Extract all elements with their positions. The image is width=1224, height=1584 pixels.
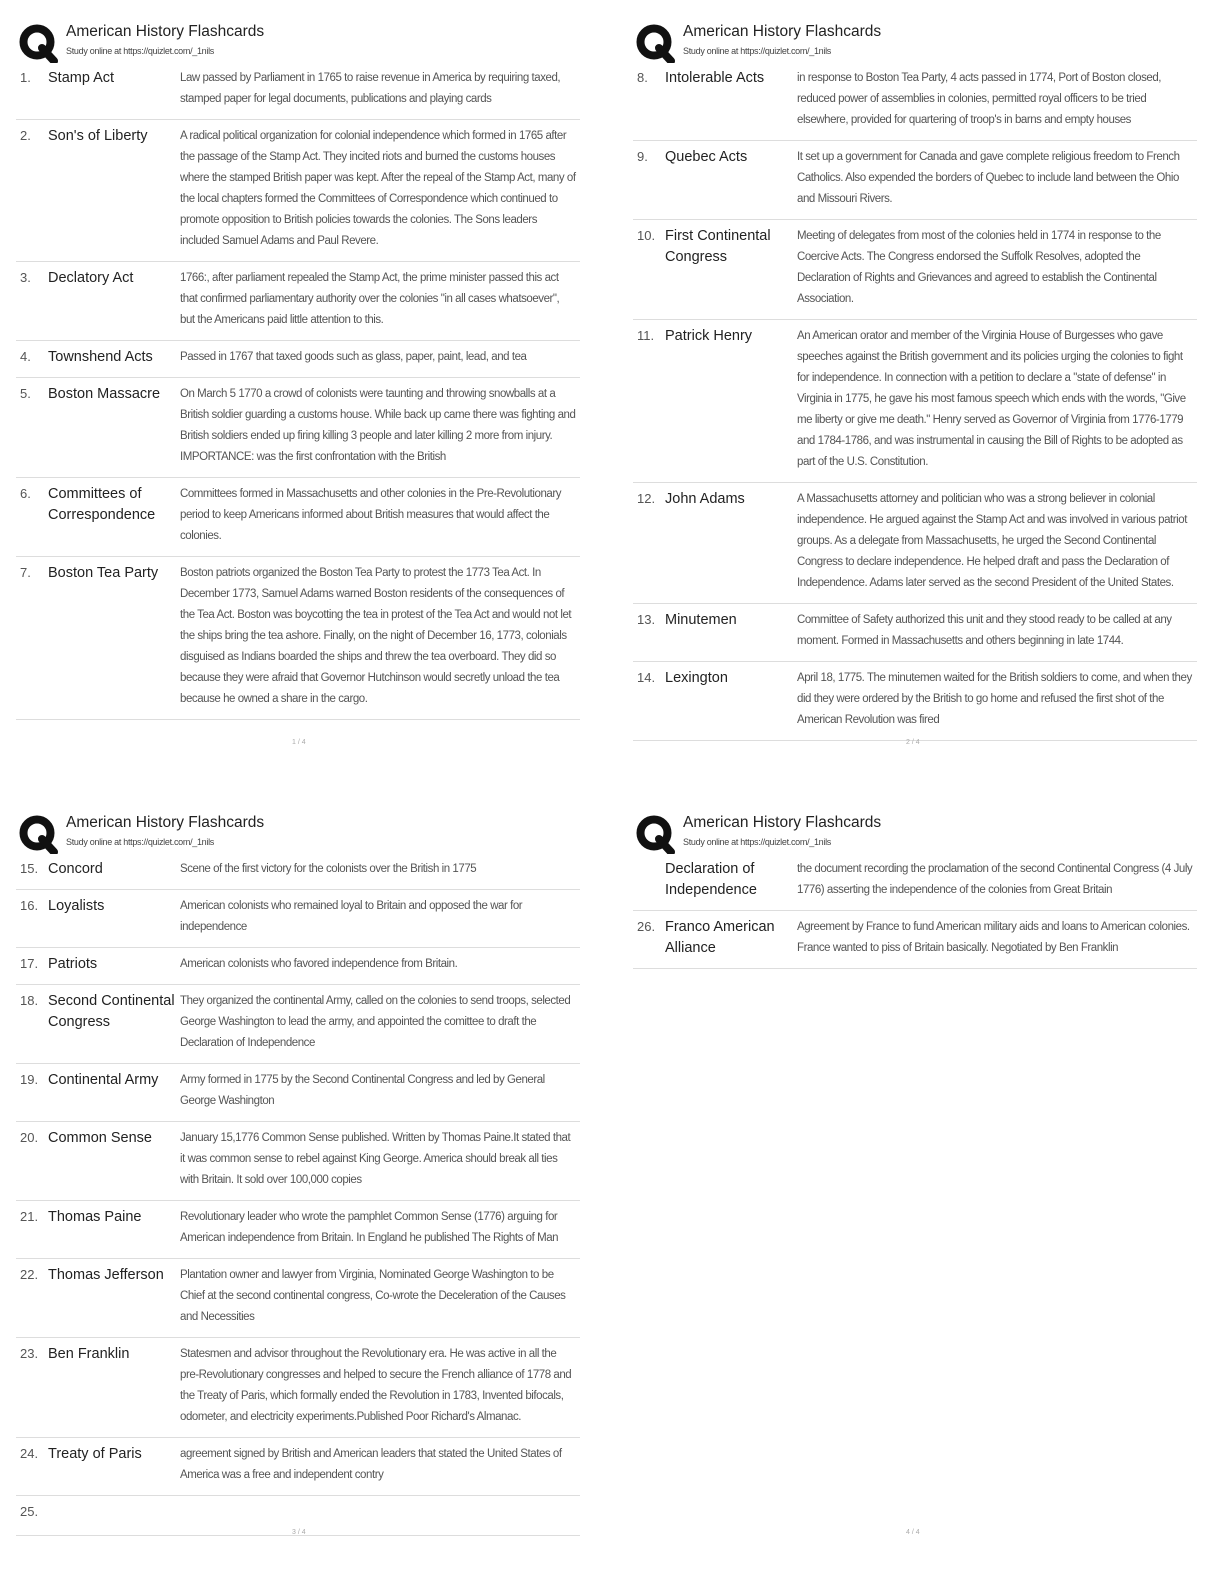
card-definition: On March 5 1770 a crowd of colonists were taunting and throwing snowballs at a British soldier guarding a customs house. While back up came there was fighting and British soldiers ended up firing killing 3 people and later killing 2 more from injury. IMPORTANCE: was the first confrontation with the British bbox=[180, 388, 576, 463]
card-term: Common Sense bbox=[48, 1130, 152, 1146]
study-online-link[interactable]: Study online at https://quizlet.com/_1nils bbox=[683, 837, 831, 847]
flashcard-page-3 bbox=[16, 811, 580, 1536]
card-term: Treaty of Paris bbox=[48, 1446, 142, 1462]
card-definition: Law passed by Parliament in 1765 to raise revenue in America by requiring taxed, stamped paper for legal documents, publications and playing cards bbox=[180, 72, 561, 105]
study-online-link[interactable]: Study online at https://quizlet.com/_1nils bbox=[66, 46, 214, 56]
card-term: Thomas Jefferson bbox=[48, 1267, 164, 1283]
card-number: 5. bbox=[20, 386, 31, 401]
flashcard-row bbox=[16, 1064, 580, 1122]
flashcard-row bbox=[16, 1201, 580, 1259]
card-number: 13. bbox=[637, 612, 656, 627]
card-definition: Boston patriots organized the Boston Tea Party to protest the 1773 Tea Act. In December 1773, Samuel Adams warned Boston residents of the consequences of the Tea Act. Boston was boycotting the tea in protest of the Tea Act and would not let the ships bring the tea ashore. Finally, on the night of December 16, 1773, colonials disguised as Indians boarded the ships and threw the tea overboard. They did so because they were afraid that Governor Hutchinson would secretly unload the tea because he owned a share in the cargo. bbox=[180, 567, 572, 705]
page-number: 1 / 4 bbox=[292, 739, 306, 746]
card-definition: Meeting of delegates from most of the colonies held in 1774 in response to the Coercive Acts. The Congress endorsed the Suffolk Resolves, adopted the Declaration of Rights and Grievances and agreed to establish the Continental Association. bbox=[797, 230, 1161, 305]
card-term: Patrick Henry bbox=[665, 328, 753, 344]
card-term: Townshend Acts bbox=[48, 349, 153, 365]
card-definition: Passed in 1767 that taxed goods such as glass, paper, paint, lead, and tea bbox=[180, 351, 527, 363]
flashcard-row bbox=[16, 985, 580, 1064]
card-number: 17. bbox=[20, 956, 39, 971]
page-title: American History Flashcards bbox=[66, 23, 265, 40]
card-number: 26. bbox=[637, 919, 656, 934]
flashcard-page-1 bbox=[16, 20, 580, 720]
flashcard-row bbox=[16, 1438, 580, 1496]
card-number: 24. bbox=[20, 1446, 39, 1461]
card-term: Boston Massacre bbox=[48, 386, 161, 402]
page-header bbox=[16, 20, 580, 62]
study-online-link[interactable]: Study online at https://quizlet.com/_1nils bbox=[683, 46, 831, 56]
card-number: 25. bbox=[20, 1504, 39, 1519]
card-number: 18. bbox=[20, 993, 39, 1008]
flashcard-row bbox=[633, 662, 1197, 741]
flashcard-row bbox=[633, 141, 1197, 220]
quizlet-logo-icon bbox=[635, 23, 675, 63]
card-number: 7. bbox=[20, 565, 31, 580]
flashcard-row bbox=[16, 1259, 580, 1338]
card-term: Loyalists bbox=[48, 898, 105, 914]
card-term: Quebec Acts bbox=[665, 149, 748, 165]
card-definition: in response to Boston Tea Party, 4 acts passed in 1774, Port of Boston closed, reduced power of assemblies in colonies, permitted royal officers to be tried elsewhere, provided for quartering of troop's in barns and empty houses bbox=[797, 72, 1162, 126]
flashcard-row bbox=[16, 948, 580, 985]
flashcard-row bbox=[16, 120, 580, 262]
card-definition: It set up a government for Canada and gave complete religious freedom to French Catholics. Also expended the borders of Quebec to include land between the Ohio and Missouri Rivers. bbox=[797, 151, 1180, 205]
card-term: Son's of Liberty bbox=[48, 128, 148, 144]
card-term: Intolerable Acts bbox=[665, 70, 765, 86]
card-definition: American colonists who favored independence from Britain. bbox=[180, 958, 458, 970]
card-term: Thomas Paine bbox=[48, 1209, 142, 1225]
page-header bbox=[16, 811, 580, 853]
card-number: 2. bbox=[20, 128, 31, 143]
card-definition: 1766:, after parliament repealed the Stamp Act, the prime minister passed this act that confirmed parliamentary authority over the colonies "in all cases whatsoever", but the Americans paid little attention to this. bbox=[180, 272, 560, 326]
page-number: 4 / 4 bbox=[906, 1529, 920, 1536]
card-number: 12. bbox=[637, 491, 656, 506]
quizlet-logo-icon bbox=[18, 814, 58, 854]
flashcard-row bbox=[633, 604, 1197, 662]
card-term: Ben Franklin bbox=[48, 1346, 130, 1362]
flashcard-row bbox=[633, 62, 1197, 141]
card-definition: Plantation owner and lawyer from Virginia, Nominated George Washington to be Chief at the second continental congress, Co-wrote the Deceleration of the Causes and Necessities bbox=[180, 1269, 566, 1323]
card-term bbox=[48, 1502, 180, 1526]
card-term: Second Continental Congress bbox=[48, 993, 175, 1030]
card-number bbox=[633, 859, 665, 901]
quizlet-logo-icon bbox=[18, 23, 58, 63]
flashcard-row bbox=[16, 1338, 580, 1438]
card-definition: A Massachusetts attorney and politician who was a strong believer in colonial independence. He argued against the Stamp Act and was involved in various patriot groups. As a delegate from Massachusetts, he urged the Second Continental Congress to declare independence. He helped draft and pass the Declaration of Independence. Adams later served as the second President of the United States. bbox=[797, 493, 1187, 589]
card-term: Minutemen bbox=[665, 612, 737, 628]
card-term: Franco American Alliance bbox=[665, 919, 775, 956]
card-term: First Continental Congress bbox=[665, 228, 771, 265]
card-definition: Statesmen and advisor throughout the Revolutionary era. He was active in all the pre-Revolutionary congresses and helped to secure the French alliance of 1778 and the Treaty of Paris, which formally ended the Revolution in 1783, Invented bifocals, odometer, and electricity experiments.Published Poor Richard's Almanac. bbox=[180, 1348, 572, 1423]
study-online-link[interactable]: Study online at https://quizlet.com/_1nils bbox=[66, 837, 214, 847]
card-number: 16. bbox=[20, 898, 39, 913]
page-title: American History Flashcards bbox=[683, 23, 882, 40]
page-number: 3 / 4 bbox=[292, 1529, 306, 1536]
card-definition: Scene of the first victory for the colonists over the British in 1775 bbox=[180, 863, 477, 875]
card-definition: Revolutionary leader who wrote the pamphlet Common Sense (1776) arguing for American independence from Britain. In England he published The Rights of Man bbox=[180, 1211, 559, 1244]
card-number: 19. bbox=[20, 1072, 39, 1087]
card-definition: April 18, 1775. The minutemen waited for the British soldiers to come, and when they did they were ordered by the British to go home and refused the first shot of the American Revolution was fired bbox=[797, 672, 1192, 726]
flashcard-row bbox=[633, 320, 1197, 483]
card-term: John Adams bbox=[665, 491, 745, 507]
card-term: Declaration of Independence bbox=[665, 861, 757, 898]
card-definition: American colonists who remained loyal to Britain and opposed the war for independence bbox=[180, 900, 523, 933]
card-number: 23. bbox=[20, 1346, 39, 1361]
card-number: 14. bbox=[637, 670, 656, 685]
page-title: American History Flashcards bbox=[66, 814, 265, 831]
flashcard-row bbox=[16, 853, 580, 890]
card-number: 3. bbox=[20, 270, 31, 285]
card-number: 10. bbox=[637, 228, 656, 243]
flashcard-row bbox=[633, 220, 1197, 320]
card-definition: Committees formed in Massachusetts and other colonies in the Pre-Revolutionary period to keep Americans informed about British measures that would affect the colonies. bbox=[180, 488, 562, 542]
flashcard-row bbox=[16, 341, 580, 378]
flashcard-list bbox=[633, 62, 1197, 741]
card-term: Committees of Correspondence bbox=[48, 486, 156, 523]
card-definition: agreement signed by British and American leaders that stated the United States of America was a free and independent contry bbox=[180, 1448, 562, 1481]
card-number: 22. bbox=[20, 1267, 39, 1282]
card-definition bbox=[180, 1502, 580, 1526]
card-definition: Army formed in 1775 by the Second Continental Congress and led by General George Washington bbox=[180, 1074, 545, 1107]
flashcard-row bbox=[16, 378, 580, 478]
flashcard-page-2 bbox=[633, 20, 1197, 741]
card-definition: the document recording the proclamation of the second Continental Congress (4 July 1776) asserting the independence of the colonies from Great Britain bbox=[797, 863, 1193, 896]
card-definition: A radical political organization for colonial independence which formed in 1765 after the passage of the Stamp Act. They incited riots and burned the customs houses where the stamped British paper was kept. After the repeal of the Stamp Act, many of the local chapters formed the Committees of Correspondence which continued to promote opposition to British policies towards the colonies. The Sons leaders included Samuel Adams and Paul Revere. bbox=[180, 130, 576, 247]
flashcard-row bbox=[16, 557, 580, 720]
card-term: Lexington bbox=[665, 670, 728, 686]
flashcard-row bbox=[16, 1122, 580, 1201]
card-definition: They organized the continental Army, called on the colonies to send troops, selected George Washington to lead the army, and appointed the comittee to draft the Declaration of Independence bbox=[180, 995, 571, 1049]
flashcard-page-4 bbox=[633, 811, 1197, 969]
page-title: American History Flashcards bbox=[683, 814, 882, 831]
card-number: 9. bbox=[637, 149, 648, 164]
card-definition: An American orator and member of the Virginia House of Burgesses who gave speeches against the British government and its policies urging the colonies to fight for independence. In connection with a petition to declare a "state of defense" in Virginia in 1775, he gave his most famous speech which ends with the words, "Give me liberty or give me death." Henry served as Governor of Virginia from 1776-1779 and 1784-1786, and was instrumental in causing the Bill of Rights to be adopted as part of the U.S. Constitution. bbox=[797, 330, 1186, 468]
card-number: 1. bbox=[20, 70, 31, 85]
card-number: 15. bbox=[20, 861, 39, 876]
quizlet-logo-icon bbox=[635, 814, 675, 854]
flashcard-row bbox=[633, 853, 1197, 911]
page-header bbox=[633, 20, 1197, 62]
flashcard-row bbox=[16, 890, 580, 948]
page-header bbox=[633, 811, 1197, 853]
flashcard-list bbox=[16, 62, 580, 720]
card-number: 20. bbox=[20, 1130, 39, 1145]
card-definition: Committee of Safety authorized this unit and they stood ready to be called at any moment. Formed in Massachusetts and others beginning in late 1744. bbox=[797, 614, 1172, 647]
card-term: Patriots bbox=[48, 956, 98, 972]
flashcard-row bbox=[16, 478, 580, 557]
flashcard-row bbox=[16, 262, 580, 341]
card-definition: Agreement by France to fund American military aids and loans to American colonies. France wanted to piss of Britain basically. Negotiated by Ben Franklin bbox=[797, 921, 1190, 954]
card-number: 11. bbox=[637, 328, 655, 343]
flashcard-row bbox=[633, 911, 1197, 969]
card-number: 4. bbox=[20, 349, 31, 364]
card-term: Continental Army bbox=[48, 1072, 159, 1088]
flashcard-row bbox=[633, 483, 1197, 604]
flashcard-list bbox=[633, 853, 1197, 969]
card-term: Boston Tea Party bbox=[48, 565, 159, 581]
card-term: Concord bbox=[48, 861, 103, 877]
page-number: 2 / 4 bbox=[906, 739, 920, 746]
card-number: 6. bbox=[20, 486, 31, 501]
card-term: Stamp Act bbox=[48, 70, 115, 86]
flashcard-list bbox=[16, 853, 580, 1536]
card-term: Declatory Act bbox=[48, 270, 134, 286]
card-definition: January 15,1776 Common Sense published. Written by Thomas Paine.It stated that it was common sense to rebel against King George. America should break all ties with Britain. It sold over 100,000 copies bbox=[180, 1132, 571, 1186]
flashcard-row bbox=[16, 62, 580, 120]
card-number: 21. bbox=[20, 1209, 39, 1224]
card-number: 8. bbox=[637, 70, 648, 85]
